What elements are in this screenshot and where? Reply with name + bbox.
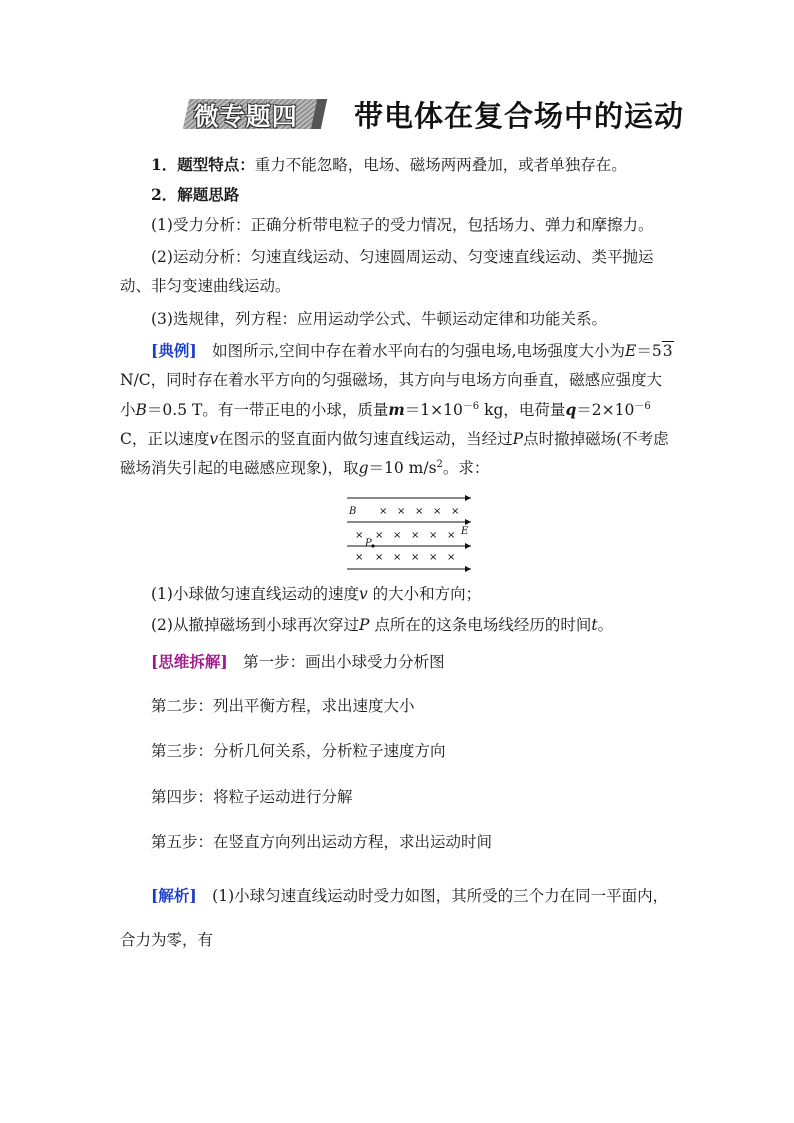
analysis: [解析] (1)小球匀速直线运动时受力如图，其所受的三个力在同一平面内，合力为零，有 xyxy=(120,886,669,949)
page-title: 带电体在复合场中的运动 xyxy=(354,98,685,133)
E-label: E xyxy=(461,526,469,537)
field-diagram xyxy=(345,494,475,572)
question-2: (2)从撤掉磁场到小球再次穿过P 点所在的这条电场线经历的时间t。 xyxy=(151,616,614,634)
cross-mark: × xyxy=(379,506,388,517)
thinking-step-5: 第五步：在竖直方向列出运动方程，求出运动时间 xyxy=(151,833,493,851)
intro-step-law: (3)选规律，列方程：应用运动学公式、牛顿运动定律和功能关系。 xyxy=(151,310,607,328)
cross-mark: × xyxy=(355,552,364,563)
cross-mark: × xyxy=(393,530,402,541)
cross-mark: × xyxy=(411,552,420,563)
thinking-step-3: 第三步：分析几何关系，分析粒子速度方向 xyxy=(151,742,446,760)
cross-mark: × xyxy=(415,506,424,517)
intro-step-force: (1)受力分析：正确分析带电粒子的受力情况，包括场力、弹力和摩擦力。 xyxy=(151,216,654,234)
point-P xyxy=(371,544,374,547)
cross-mark: × xyxy=(411,530,420,541)
topic-tag-label: 微专题四 xyxy=(193,102,298,131)
cross-mark: × xyxy=(375,552,384,563)
cross-mark: × xyxy=(433,506,442,517)
section-header xyxy=(186,94,684,134)
example-problem: [典例] 如图所示,空间中存在着水平向右的匀强电场,电场强度大小为E＝53 N/C，同时存在着水平方向的匀强磁场，其方向与电场方向垂直，磁感应强度大小B＝0.5 T。有一带正电的小球，质量$m=1\times 10^{-6}$ kg，电荷量$q=2\times 10^{-6}$ C，正以速度v在图示的竖直面内做匀速直线运动，当经过P点时撤掉磁场(不考虑磁场消失引起的电磁感应现象)，取g＝10 $m/s^2$。求： xyxy=(120,341,673,477)
P-label: P xyxy=(365,538,372,549)
cross-mark: × xyxy=(375,530,384,541)
cross-mark: × xyxy=(451,506,460,517)
intro-approach: 2．解题思路 xyxy=(151,185,240,204)
thinking-step-2: 第二步：列出平衡方程，求出速度大小 xyxy=(151,697,415,715)
topic-tag xyxy=(183,99,327,129)
question-1: (1)小球做匀速直线运动的速度v 的大小和方向； xyxy=(151,585,482,603)
cross-mark: × xyxy=(447,530,456,541)
cross-mark: × xyxy=(429,530,438,541)
cross-mark: × xyxy=(355,530,364,541)
cross-mark: × xyxy=(393,552,402,563)
intro-feature: 1．题型特点：重力不能忽略，电场、磁场两两叠加，或者单独存在。 xyxy=(151,155,627,174)
cross-mark: × xyxy=(397,506,406,517)
thinking-step-4: 第四步：将粒子运动进行分解 xyxy=(151,788,353,806)
cross-mark: × xyxy=(429,552,438,563)
B-label: B xyxy=(349,506,357,517)
magnetic-field-crosses xyxy=(355,506,459,563)
thinking-step-1: [思维拆解] 第一步：画出小球受力分析图 xyxy=(151,652,445,671)
intro-step-motion: (2)运动分析：匀速直线运动、匀速圆周运动、匀变速直线运动、类平抛运动、非匀变速曲线运动。 xyxy=(120,248,654,295)
cross-mark: × xyxy=(447,552,456,563)
